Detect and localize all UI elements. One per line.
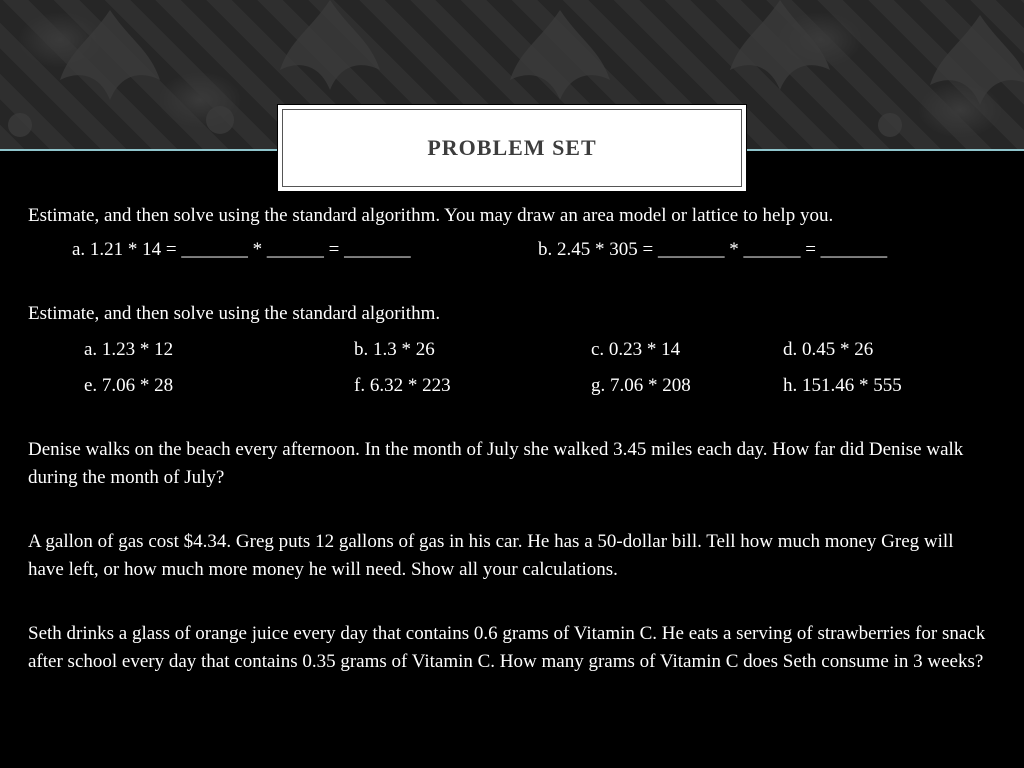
problem2-instruction: Estimate, and then solve using the standard algorithm. (28, 303, 441, 324)
problem2-item-a: a. 1.23 * 12 (84, 339, 174, 360)
spacer (28, 584, 993, 620)
problem2-item-b: b. 1.3 * 26 (354, 339, 435, 360)
problem2-item-g: g. 7.06 * 208 (591, 375, 691, 396)
title-frame (282, 109, 742, 187)
problem3-text: Denise walks on the beach every afternoon. In the month of July she walked 3.45 miles each day. How far did Denise walk during the month of July? (28, 439, 964, 488)
problem4-text: A gallon of gas cost $4.34. Greg puts 12 gallons of gas in his car. He has a 50-dollar bill. Tell how much money Greg will have left, or how much more money he will need. Show all your calculations. (28, 531, 954, 580)
problem1-instruction: Estimate, and then solve using the standard algorithm. You may draw an area model or lattice to help you. (28, 205, 834, 226)
problem2-row-1 (28, 336, 993, 364)
spacer (28, 264, 993, 300)
problem2-item-h: h. 151.46 * 555 (783, 375, 902, 396)
problem1-item-a: a. 1.21 * 14 = _______ * ______ = _______ (72, 239, 411, 260)
problem2-item-e: e. 7.06 * 28 (84, 375, 174, 396)
problem2-item-c: c. 0.23 * 14 (591, 339, 681, 360)
problem2-item-d: d. 0.45 * 26 (783, 339, 874, 360)
problem-content (28, 202, 993, 676)
problem5-text: Seth drinks a glass of orange juice every day that contains 0.6 grams of Vitamin C. He eats a serving of strawberries for snack after school every day that contains 0.35 grams of Vitamin C. How many grams of Vitamin C does Seth consume in 3 weeks? (28, 623, 986, 672)
problem1-items (28, 236, 993, 264)
spacer (28, 492, 993, 528)
problem2-item-f: f. 6.32 * 223 (354, 375, 451, 396)
title-box (277, 104, 747, 192)
problem1-item-b: b. 2.45 * 305 = _______ * ______ = _______ (538, 239, 888, 260)
page-title: PROBLEM SET (427, 135, 597, 160)
spacer (28, 400, 993, 436)
problem2-row-2 (28, 372, 993, 400)
